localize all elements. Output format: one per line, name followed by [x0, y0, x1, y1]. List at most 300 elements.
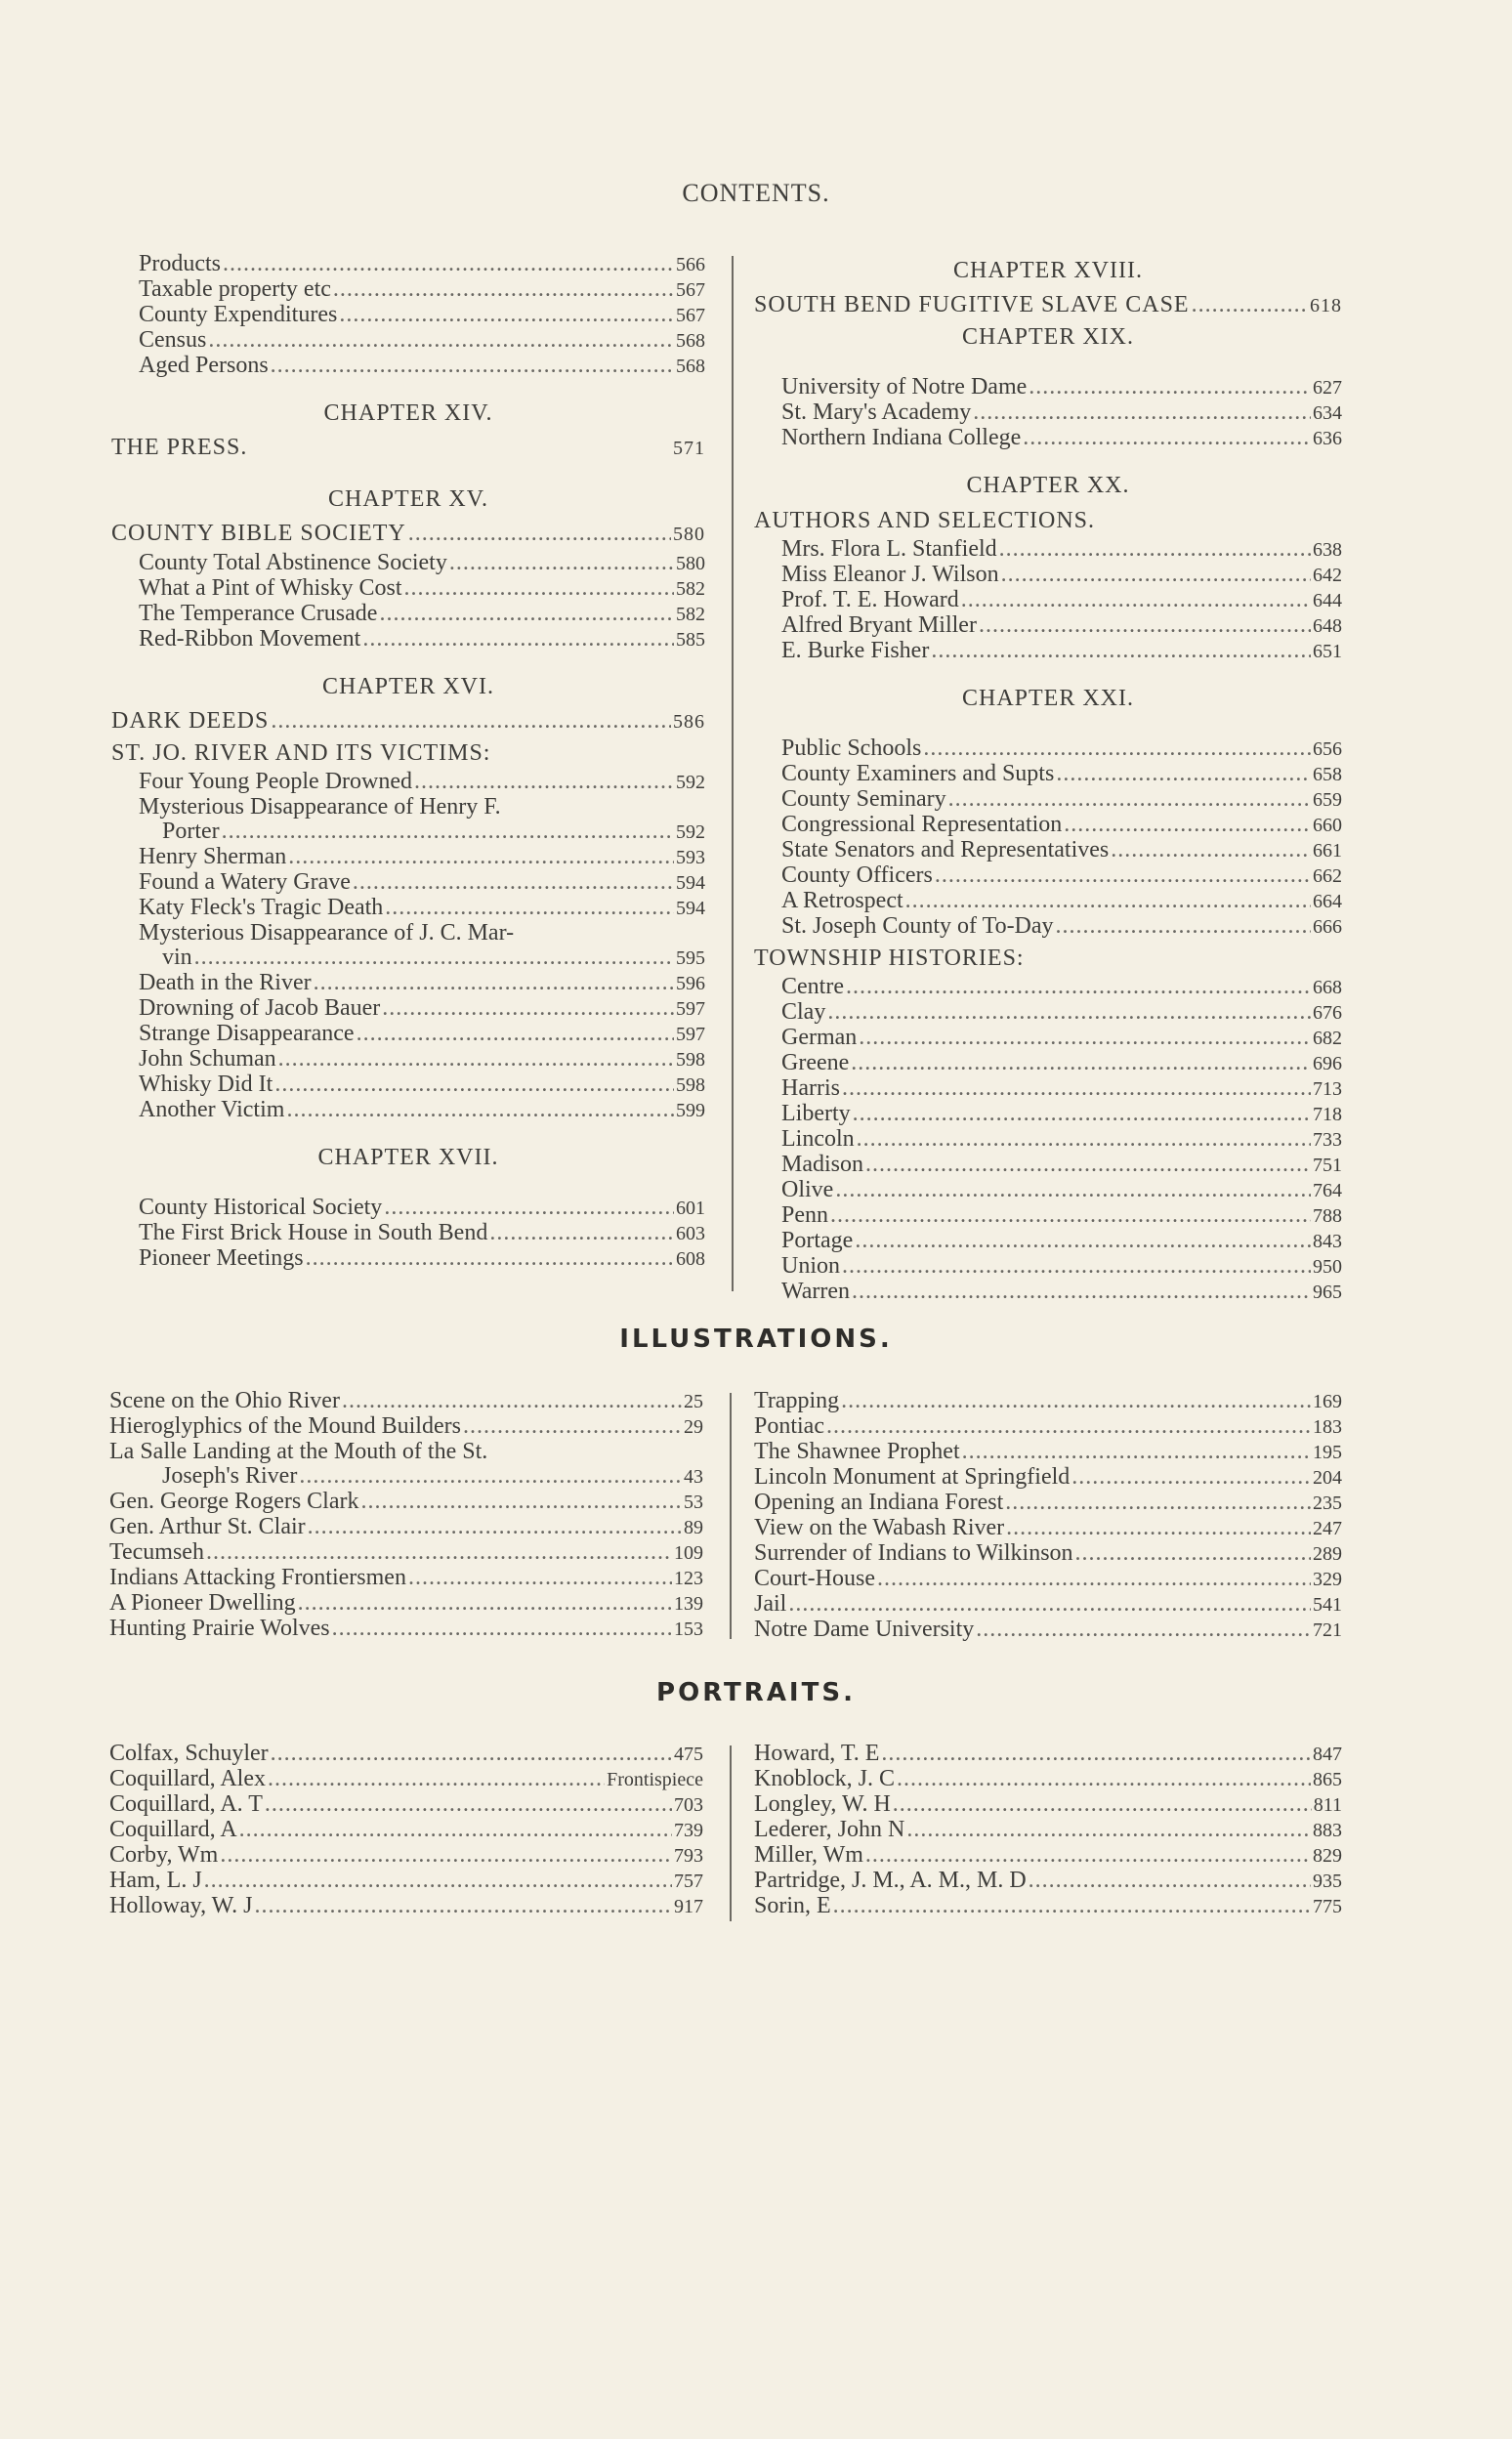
entry-title: The Shawnee Prophet: [754, 1439, 960, 1464]
chapter-heading: CHAPTER XVI.: [321, 674, 494, 699]
leader-dots: [342, 1389, 682, 1413]
entry-title: Colfax, Schuyler: [109, 1741, 269, 1766]
page-number: 475: [674, 1744, 703, 1765]
page-number: 169: [1313, 1391, 1342, 1412]
entry-title: Pontiac: [754, 1413, 824, 1439]
entry-title: Indians Attacking Frontiersmen: [109, 1565, 406, 1590]
entry-title: Mysterious Disappearance of Henry F.: [139, 794, 501, 820]
leader-dots: [385, 896, 674, 920]
toc-entry: [754, 1742, 1342, 1767]
entry-title: Holloway, W. J: [109, 1893, 253, 1918]
leader-dots: [833, 1894, 1311, 1918]
leader-dots: [999, 537, 1311, 562]
page-number: 596: [676, 973, 705, 994]
page-number: 541: [1313, 1594, 1342, 1616]
leader-dots: [362, 627, 674, 652]
page-number: 595: [676, 947, 705, 969]
toc-entry: [111, 522, 705, 547]
portraits-right-column: [754, 1742, 1342, 1919]
leader-dots: [339, 303, 674, 327]
toc-entry: [754, 426, 1342, 451]
entry-title: Union: [781, 1253, 840, 1279]
entry-title: vin: [162, 945, 192, 970]
leader-dots: [271, 709, 671, 734]
toc-entry: [754, 787, 1342, 813]
toc-entry: [111, 551, 705, 576]
toc-entry: [754, 762, 1342, 787]
entry-title: Portage: [781, 1228, 854, 1253]
leader-dots: [1006, 1516, 1311, 1540]
toc-entry: [754, 1440, 1342, 1465]
portraits-left-column: [109, 1742, 703, 1919]
page-number: 676: [1313, 1002, 1342, 1024]
entry-title: Products: [139, 251, 221, 276]
page-number: 580: [673, 524, 705, 545]
page-number: 598: [676, 1074, 705, 1096]
toc-entry: [754, 1127, 1342, 1153]
entry-title: Court-House: [754, 1566, 875, 1591]
toc-entry: [754, 1254, 1342, 1280]
contents-right-column: [754, 252, 1342, 1305]
page-number: 289: [1313, 1543, 1342, 1565]
leader-dots: [408, 522, 671, 546]
leader-dots: [288, 845, 674, 869]
entry-title: What a Pint of Whisky Cost: [139, 575, 402, 601]
toc-entry: [109, 1742, 703, 1767]
leader-dots: [1075, 1541, 1311, 1566]
contents-left-column: [111, 252, 705, 1272]
entry-title: DARK DEEDS: [111, 708, 270, 734]
entry-title: Congressional Representation: [781, 812, 1063, 837]
toc-entry: [754, 1818, 1342, 1843]
leader-dots: [299, 1464, 682, 1489]
toc-entry: [109, 1617, 703, 1642]
entry-title: County Expenditures: [139, 302, 338, 327]
leader-dots: [855, 1229, 1311, 1253]
leader-dots: [278, 1047, 674, 1072]
leader-dots: [1064, 813, 1311, 837]
chapter-heading: CHAPTER XIX.: [961, 324, 1134, 350]
entry-title: Northern Indiana College: [781, 425, 1022, 450]
toc-entry: [754, 813, 1342, 838]
toc-entry: [109, 1540, 703, 1566]
entry-title: Surrender of Indians to Wilkinson: [754, 1540, 1073, 1566]
leader-dots: [851, 1051, 1311, 1075]
leader-dots: [208, 328, 674, 353]
toc-entry: [754, 1102, 1342, 1127]
page-number: 642: [1313, 565, 1342, 586]
page-number: 917: [674, 1896, 703, 1917]
page-number: 950: [1313, 1256, 1342, 1278]
page-number: 718: [1313, 1104, 1342, 1125]
entry-title: Drowning of Jacob Bauer: [139, 995, 381, 1021]
toc-entry: [754, 975, 1342, 1000]
toc-entry: [111, 277, 705, 303]
leader-dots: [1192, 293, 1308, 317]
toc-entry: [754, 293, 1342, 318]
page-number: 811: [1313, 1794, 1342, 1816]
leader-dots: [361, 1490, 683, 1514]
page-number: 764: [1313, 1180, 1342, 1201]
leader-dots: [1001, 563, 1311, 587]
page-number: 829: [1313, 1845, 1342, 1867]
entry-title: Madison: [781, 1152, 863, 1177]
leader-dots: [286, 1098, 674, 1122]
leader-dots: [254, 1894, 672, 1918]
entry-title: Partridge, J. M., A. M., M. D: [754, 1868, 1027, 1893]
entry-title: SOUTH BEND FUGITIVE SLAVE CASE: [754, 292, 1190, 317]
toc-entry: [111, 1098, 705, 1123]
toc-entry: [111, 602, 705, 627]
leader-dots: [357, 1022, 674, 1046]
page-number: 703: [674, 1794, 703, 1816]
page-number: 53: [684, 1492, 703, 1513]
page-number: 757: [674, 1871, 703, 1892]
toc-entry: [111, 770, 705, 795]
entry-title: Sorin, E: [754, 1893, 831, 1918]
page-number: 713: [1313, 1078, 1342, 1100]
page-number: 195: [1313, 1442, 1342, 1463]
leader-dots: [788, 1592, 1311, 1617]
leader-dots: [827, 1000, 1311, 1025]
leader-dots: [877, 1567, 1311, 1591]
page-number: 658: [1313, 764, 1342, 785]
toc-entry: [109, 1515, 703, 1540]
leader-dots: [306, 1246, 674, 1271]
spacer: [754, 721, 1342, 736]
leader-dots: [489, 1221, 674, 1245]
page-number: 43: [684, 1466, 703, 1488]
entry-title: Census: [139, 327, 207, 353]
toc-entry: [754, 1229, 1342, 1254]
entry-title: Greene: [781, 1050, 850, 1075]
leader-dots: [220, 1843, 672, 1868]
page-number: 571: [673, 438, 705, 459]
page-number: 109: [674, 1542, 703, 1564]
entry-title: Death in the River: [139, 970, 312, 995]
leader-dots: [976, 1618, 1311, 1642]
chapter-heading: CHAPTER XIV.: [323, 400, 493, 426]
leader-dots: [223, 252, 674, 276]
page-number: 682: [1313, 1028, 1342, 1049]
entry-title: Prof. T. E. Howard: [781, 587, 959, 612]
leader-dots: [1029, 375, 1311, 399]
toc-entry: [109, 1894, 703, 1919]
entry-title: Pioneer Meetings: [139, 1245, 304, 1271]
toc-entry: [754, 1280, 1342, 1305]
page-number: 568: [676, 356, 705, 377]
entry-title: Gen. Arthur St. Clair: [109, 1514, 306, 1539]
entry-title: Gen. George Rogers Clark: [109, 1489, 359, 1514]
leader-dots: [853, 1102, 1311, 1126]
chapter-heading: CHAPTER XX.: [966, 473, 1130, 498]
toc-entry: [111, 252, 705, 277]
entry-title: Ham, L. J: [109, 1868, 202, 1893]
toc-entry: [754, 1178, 1342, 1203]
page-number: 659: [1313, 789, 1342, 811]
entry-title: County Seminary: [781, 786, 946, 812]
toc-entry: [754, 736, 1342, 762]
entry-title: German: [781, 1025, 858, 1050]
entry-title: A Retrospect: [781, 888, 903, 913]
toc-entry: [109, 1591, 703, 1617]
toc-entry: [754, 914, 1342, 940]
entry-title: Centre: [781, 974, 844, 999]
entry-title: Whisky Did It: [139, 1072, 273, 1097]
page-number: 739: [674, 1820, 703, 1841]
leader-dots: [1056, 762, 1311, 786]
entry-title-line: [111, 921, 705, 946]
page-number: 592: [676, 821, 705, 843]
toc-entry: [111, 1196, 705, 1221]
leader-dots: [962, 1440, 1311, 1464]
leader-dots: [1023, 426, 1311, 450]
toc-entry: [111, 1246, 705, 1272]
entry-title: Knoblock, J. C: [754, 1766, 895, 1791]
leader-dots: [961, 588, 1311, 612]
page-number: 644: [1313, 590, 1342, 611]
illustrations-heading: ILLUSTRATIONS.: [619, 1325, 893, 1354]
page-number: 183: [1313, 1416, 1342, 1438]
page-number: 662: [1313, 865, 1342, 887]
leader-dots: [842, 1076, 1311, 1101]
toc-entry: [111, 328, 705, 354]
toc-entry: [754, 375, 1342, 400]
spacer: [111, 1180, 705, 1196]
toc-entry: [111, 820, 705, 845]
leader-dots: [463, 1414, 682, 1439]
entry-title: Porter: [162, 819, 220, 844]
page-number: 843: [1313, 1231, 1342, 1252]
chapter-heading: CHAPTER XV.: [328, 486, 488, 512]
toc-entry: [109, 1792, 703, 1818]
page-number: 608: [676, 1248, 705, 1270]
toc-entry: [754, 838, 1342, 863]
toc-entry: [111, 627, 705, 652]
toc-entry: [109, 1869, 703, 1894]
toc-entry: [754, 1026, 1342, 1051]
page-number: 721: [1313, 1619, 1342, 1641]
page-number: 793: [674, 1845, 703, 1867]
entry-title: Harris: [781, 1075, 840, 1101]
entry-title: Liberty: [781, 1101, 851, 1126]
toc-entry: [111, 709, 705, 735]
leader-dots: [841, 1389, 1311, 1413]
page-number: 593: [676, 847, 705, 868]
entry-title: Longley, W. H: [754, 1791, 891, 1817]
entry-title: County Historical Society: [139, 1195, 383, 1220]
leader-dots: [404, 576, 674, 601]
page-number: 568: [676, 330, 705, 352]
spacer: [754, 359, 1342, 375]
entry-title: Coquillard, A. T: [109, 1791, 263, 1817]
entry-title: Scene on the Ohio River: [109, 1388, 340, 1413]
toc-entry: [111, 436, 705, 461]
leader-dots: [449, 551, 674, 575]
page-number: 585: [676, 629, 705, 651]
page-number: 586: [673, 711, 705, 733]
leader-dots: [905, 889, 1311, 913]
entry-title-line: [109, 1440, 703, 1464]
entry-title: St. Joseph County of To-Day: [781, 913, 1054, 939]
page-number: 751: [1313, 1155, 1342, 1176]
toc-entry: [111, 845, 705, 870]
entry-title: Howard, T. E: [754, 1741, 880, 1766]
toc-entry: [754, 1051, 1342, 1076]
page-number: 627: [1313, 377, 1342, 399]
page-number: 235: [1313, 1493, 1342, 1514]
page-number: 594: [676, 872, 705, 894]
leader-dots: [881, 1742, 1311, 1766]
leader-dots: [1071, 1465, 1311, 1490]
page-number: 592: [676, 772, 705, 793]
page-number: 603: [676, 1223, 705, 1244]
page-number: 636: [1313, 428, 1342, 449]
page-number: 733: [1313, 1129, 1342, 1151]
toc-entry: [111, 896, 705, 921]
entry-title-line: [111, 795, 705, 820]
entry-title: Lederer, John N: [754, 1817, 905, 1842]
leader-dots: [842, 1254, 1311, 1279]
toc-entry: [754, 613, 1342, 639]
toc-entry: [754, 1465, 1342, 1491]
toc-entry: [111, 1022, 705, 1047]
entry-title: E. Burke Fisher: [781, 638, 930, 663]
toc-entry: [754, 1567, 1342, 1592]
toc-entry: [754, 1767, 1342, 1792]
page-number: 847: [1313, 1744, 1342, 1765]
entry-title: The First Brick House in South Bend: [139, 1220, 488, 1245]
page-number: 661: [1313, 840, 1342, 862]
entry-title: Mrs. Flora L. Stanfield: [781, 536, 997, 562]
toc-entry: [754, 1000, 1342, 1026]
page-number: 25: [684, 1391, 703, 1412]
entry-title: St. Mary's Academy: [781, 399, 972, 425]
entry-title: Jail: [754, 1591, 787, 1617]
entry-title: Notre Dame University: [754, 1617, 975, 1642]
toc-entry: [754, 1516, 1342, 1541]
leader-dots: [846, 975, 1311, 999]
entry-title: Lincoln: [781, 1126, 855, 1152]
page-number: 668: [1313, 977, 1342, 998]
leader-dots: [274, 1072, 674, 1097]
illustrations-right-column: [754, 1389, 1342, 1643]
leader-dots: [897, 1767, 1311, 1791]
page-number: 775: [1313, 1896, 1342, 1917]
toc-entry: [111, 996, 705, 1022]
page-number: 582: [676, 604, 705, 625]
page-number: 580: [676, 553, 705, 574]
leader-dots: [830, 1203, 1311, 1228]
page-number: 139: [674, 1593, 703, 1615]
page-number: 204: [1313, 1467, 1342, 1489]
leader-dots: [194, 946, 674, 970]
leader-dots: [865, 1843, 1311, 1868]
toc-entry: [754, 1592, 1342, 1618]
entry-title: County Total Abstinence Society: [139, 550, 447, 575]
entry-title: Corby, Wm: [109, 1842, 219, 1868]
toc-entry: [754, 400, 1342, 426]
leader-dots: [979, 613, 1311, 638]
entry-title: THE PRESS.: [111, 435, 248, 460]
toc-entry: [754, 639, 1342, 664]
page-number: 598: [676, 1049, 705, 1071]
toc-entry: [109, 1490, 703, 1515]
toc-entry: [754, 588, 1342, 613]
page-number: 597: [676, 1024, 705, 1045]
leader-dots: [382, 996, 674, 1021]
entry-title: Miss Eleanor J. Wilson: [781, 562, 999, 587]
toc-entry: [109, 1566, 703, 1591]
entry-title: State Senators and Representatives: [781, 837, 1110, 862]
entry-title: Opening an Indiana Forest: [754, 1490, 1004, 1515]
toc-entry: [109, 1464, 703, 1490]
spacer: [111, 465, 705, 481]
toc-entry: [754, 1792, 1342, 1818]
section-heading: TOWNSHIP HISTORIES:: [754, 946, 1025, 971]
spacer: [754, 664, 1342, 680]
leader-dots: [948, 787, 1311, 812]
page-number: 865: [1313, 1769, 1342, 1790]
page-number: 566: [676, 254, 705, 275]
entry-title: Penn: [781, 1202, 828, 1228]
toc-entry: [754, 1414, 1342, 1440]
leader-dots: [973, 400, 1311, 425]
chapter-heading: CHAPTER XXI.: [961, 686, 1134, 711]
chapter-heading: CHAPTER XVII.: [317, 1145, 499, 1170]
page-number: 29: [684, 1416, 703, 1438]
entry-title: Joseph's River: [162, 1463, 298, 1489]
toc-entry: [754, 1153, 1342, 1178]
toc-entry: [754, 863, 1342, 889]
entry-title: Trapping: [754, 1388, 840, 1413]
section-heading: AUTHORS AND SELECTIONS.: [754, 508, 1096, 533]
page-number: 788: [1313, 1205, 1342, 1227]
toc-entry: [109, 1414, 703, 1440]
page-number: 634: [1313, 402, 1342, 424]
toc-entry: [754, 1389, 1342, 1414]
page-number: 597: [676, 998, 705, 1020]
entry-title: Miller, Wm: [754, 1842, 863, 1868]
illustrations-left-column: [109, 1389, 703, 1642]
leader-dots: [268, 1767, 605, 1791]
spacer: [111, 1123, 705, 1139]
leader-dots: [859, 1026, 1311, 1050]
toc-entry: [754, 1203, 1342, 1229]
leader-dots: [906, 1818, 1311, 1842]
portraits-heading: PORTRAITS.: [656, 1678, 856, 1707]
leader-dots: [923, 736, 1311, 761]
leader-dots: [408, 1566, 672, 1590]
entry-title: Four Young People Drowned: [139, 769, 413, 794]
leader-dots: [332, 1617, 672, 1641]
spacer: [754, 451, 1342, 467]
toc-entry: [754, 889, 1342, 914]
page-number: 664: [1313, 891, 1342, 912]
leader-dots: [314, 971, 674, 995]
leader-dots: [826, 1414, 1311, 1439]
leader-dots: [1005, 1491, 1311, 1515]
entry-title: Another Victim: [139, 1097, 285, 1122]
toc-entry: [109, 1767, 703, 1792]
leader-dots: [204, 1869, 672, 1893]
entry-title: La Salle Landing at the Mouth of the St.: [109, 1439, 488, 1464]
leader-dots: [271, 354, 674, 378]
entry-title: The Temperance Crusade: [139, 601, 378, 626]
toc-entry: [109, 1818, 703, 1843]
toc-entry: [111, 576, 705, 602]
leader-dots: [931, 639, 1311, 663]
